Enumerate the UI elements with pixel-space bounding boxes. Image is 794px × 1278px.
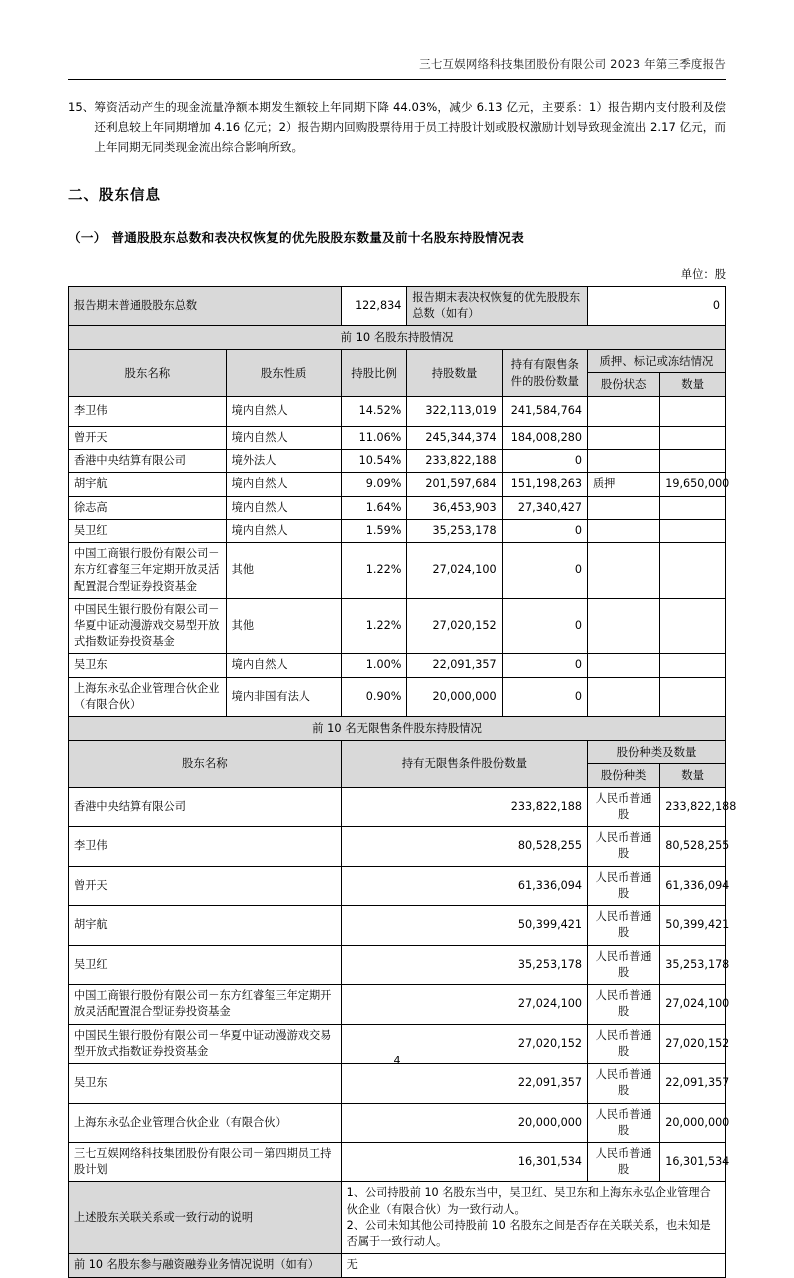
cell-u-amount: 27,020,152	[660, 1024, 726, 1063]
cell-pledge-amount	[660, 496, 726, 519]
running-header: 三七互娱网络科技集团股份有限公司 2023 年第三季度报告	[419, 57, 726, 71]
cell-u-quantity: 233,822,188	[341, 787, 587, 826]
th-shareholder-name: 股东名称	[69, 349, 227, 396]
cell-holding-ratio: 1.00%	[341, 654, 407, 677]
cell-holding-ratio: 9.09%	[341, 473, 407, 496]
cell-share-status	[587, 519, 659, 542]
table-row	[69, 1142, 726, 1181]
cell-u-share-type: 人民币普通股	[587, 906, 659, 945]
cell-holding-quantity: 322,113,019	[407, 396, 502, 426]
table-row	[69, 827, 726, 866]
cell-u-shareholder-name: 胡宇航	[69, 906, 342, 945]
cell-restricted-shares: 151,198,263	[502, 473, 587, 496]
cell-holding-ratio: 10.54%	[341, 450, 407, 473]
table-row	[69, 945, 726, 984]
cell-u-quantity: 22,091,357	[341, 1064, 587, 1103]
summary-row	[69, 286, 726, 325]
cell-u-amount: 27,024,100	[660, 985, 726, 1024]
cell-share-status	[587, 426, 659, 449]
cell-holding-quantity: 35,253,178	[407, 519, 502, 542]
top10-band-row	[69, 326, 726, 350]
cell-share-status	[587, 654, 659, 677]
paragraph-number: 15、	[68, 100, 95, 114]
cell-holding-quantity: 245,344,374	[407, 426, 502, 449]
preferred-holders-label: 报告期末表决权恢复的优先股股东总数（如有）	[407, 286, 588, 325]
table-row	[69, 906, 726, 945]
cell-u-shareholder-name: 曾开天	[69, 866, 342, 905]
preferred-holders-value: 0	[587, 286, 725, 325]
cell-shareholder-name: 吴卫红	[69, 519, 227, 542]
cell-share-status	[587, 450, 659, 473]
cell-share-status	[587, 543, 659, 599]
cell-holding-ratio: 0.90%	[341, 677, 407, 716]
th-holding-quantity: 持股数量	[407, 349, 502, 396]
shareholder-table	[68, 286, 737, 1278]
cell-u-shareholder-name: 三七互娱网络科技集团股份有限公司－第四期员工持股计划	[69, 1142, 342, 1181]
cell-holding-quantity: 20,000,000	[407, 677, 502, 716]
table-row	[69, 396, 726, 426]
cell-u-share-type: 人民币普通股	[587, 1142, 659, 1181]
cell-u-amount: 80,528,255	[660, 827, 726, 866]
th-u-share-type: 股份种类	[587, 764, 659, 788]
cell-holding-ratio: 11.06%	[341, 426, 407, 449]
cell-pledge-amount	[660, 654, 726, 677]
cell-restricted-shares: 0	[502, 543, 587, 599]
table-row	[69, 787, 726, 826]
paragraph-15	[68, 98, 726, 158]
cell-restricted-shares: 0	[502, 677, 587, 716]
cell-shareholder-name: 吴卫东	[69, 654, 227, 677]
cell-pledge-amount	[660, 396, 726, 426]
cell-holding-ratio: 1.64%	[341, 496, 407, 519]
cell-holding-ratio: 14.52%	[341, 396, 407, 426]
th-pledge-amount: 数量	[660, 373, 726, 397]
margin-note-row	[69, 1254, 726, 1277]
table-row	[69, 677, 726, 716]
cell-shareholder-nature: 境内自然人	[226, 654, 341, 677]
header-rule	[68, 79, 726, 80]
cell-holding-quantity: 27,024,100	[407, 543, 502, 599]
cell-holding-quantity: 201,597,684	[407, 473, 502, 496]
cell-u-share-type: 人民币普通股	[587, 1064, 659, 1103]
cell-u-share-type: 人民币普通股	[587, 945, 659, 984]
ordinary-holders-label: 报告期末普通股股东总数	[69, 286, 342, 325]
th-u-shareholder-name: 股东名称	[69, 740, 342, 787]
cell-holding-ratio: 1.59%	[341, 519, 407, 542]
relation-note-value	[341, 1182, 725, 1254]
th-share-status: 股份状态	[587, 373, 659, 397]
cell-holding-quantity: 233,822,188	[407, 450, 502, 473]
cell-u-quantity: 20,000,000	[341, 1103, 587, 1142]
margin-note-value: 无	[341, 1254, 725, 1277]
cell-u-shareholder-name: 吴卫东	[69, 1064, 342, 1103]
cell-u-amount: 233,822,188	[660, 787, 726, 826]
cell-restricted-shares: 0	[502, 519, 587, 542]
cell-pledge-amount	[660, 677, 726, 716]
table-row	[69, 598, 726, 654]
cell-shareholder-nature: 境内自然人	[226, 519, 341, 542]
th-pledge-group: 质押、标记或冻结情况	[587, 349, 725, 373]
table-row	[69, 866, 726, 905]
cell-u-amount: 22,091,357	[660, 1064, 726, 1103]
cell-u-quantity: 16,301,534	[341, 1142, 587, 1181]
cell-pledge-amount	[660, 450, 726, 473]
cell-shareholder-name: 徐志高	[69, 496, 227, 519]
cell-shareholder-name: 中国民生银行股份有限公司－华夏中证动漫游戏交易型开放式指数证券投资基金	[69, 598, 227, 654]
cell-share-status: 质押	[587, 473, 659, 496]
cell-restricted-shares: 27,340,427	[502, 496, 587, 519]
cell-share-status	[587, 598, 659, 654]
cell-shareholder-nature: 其他	[226, 543, 341, 599]
table-row	[69, 654, 726, 677]
relation-note-row	[69, 1182, 726, 1254]
cell-shareholder-name: 香港中央结算有限公司	[69, 450, 227, 473]
cell-shareholder-nature: 境内自然人	[226, 473, 341, 496]
table-row	[69, 985, 726, 1024]
cell-u-share-type: 人民币普通股	[587, 985, 659, 1024]
section-title: 二、股东信息	[68, 187, 161, 204]
cell-u-quantity: 50,399,421	[341, 906, 587, 945]
table-row	[69, 450, 726, 473]
top10-header-row-1	[69, 349, 726, 373]
cell-shareholder-name: 胡宇航	[69, 473, 227, 496]
cell-holding-quantity: 36,453,903	[407, 496, 502, 519]
cell-pledge-amount	[660, 598, 726, 654]
th-u-type-group: 股份种类及数量	[587, 740, 725, 764]
cell-shareholder-name: 上海东永弘企业管理合伙企业（有限合伙）	[69, 677, 227, 716]
cell-u-shareholder-name: 中国民生银行股份有限公司－华夏中证动漫游戏交易型开放式指数证券投资基金	[69, 1024, 342, 1063]
th-u-quantity: 持有无限售条件股份数量	[341, 740, 587, 787]
cell-u-amount: 61,336,094	[660, 866, 726, 905]
cell-u-amount: 20,000,000	[660, 1103, 726, 1142]
cell-holding-quantity: 27,020,152	[407, 598, 502, 654]
cell-holding-ratio: 1.22%	[341, 598, 407, 654]
cell-u-share-type: 人民币普通股	[587, 866, 659, 905]
cell-u-quantity: 35,253,178	[341, 945, 587, 984]
cell-u-amount: 35,253,178	[660, 945, 726, 984]
cell-u-share-type: 人民币普通股	[587, 827, 659, 866]
cell-shareholder-name: 中国工商银行股份有限公司－东方红睿玺三年定期开放灵活配置混合型证券投资基金	[69, 543, 227, 599]
cell-share-status	[587, 496, 659, 519]
cell-shareholder-nature: 境内自然人	[226, 396, 341, 426]
cell-shareholder-nature: 境内自然人	[226, 426, 341, 449]
table-row	[69, 473, 726, 496]
unrestricted-band-row	[69, 717, 726, 741]
th-shareholder-nature: 股东性质	[226, 349, 341, 396]
relation-note-line-2: 2、公司未知其他公司持股前 10 名股东之间是否存在关联关系，也未知是否属于一致行动人。	[346, 1218, 711, 1249]
cell-u-amount: 16,301,534	[660, 1142, 726, 1181]
cell-u-quantity: 27,024,100	[341, 985, 587, 1024]
cell-u-shareholder-name: 吴卫红	[69, 945, 342, 984]
cell-u-shareholder-name: 香港中央结算有限公司	[69, 787, 342, 826]
cell-shareholder-name: 曾开天	[69, 426, 227, 449]
cell-holding-quantity: 22,091,357	[407, 654, 502, 677]
cell-u-quantity: 61,336,094	[341, 866, 587, 905]
cell-u-quantity: 27,020,152	[341, 1024, 587, 1063]
cell-shareholder-nature: 境内非国有法人	[226, 677, 341, 716]
cell-u-shareholder-name: 上海东永弘企业管理合伙企业（有限合伙）	[69, 1103, 342, 1142]
cell-u-share-type: 人民币普通股	[587, 1103, 659, 1142]
relation-note-line-1: 1、公司持股前 10 名股东当中，吴卫红、吴卫东和上海东永弘企业管理合伙企业（有限合伙）为一致行动人。	[346, 1186, 711, 1216]
cell-shareholder-name: 李卫伟	[69, 396, 227, 426]
cell-restricted-shares: 0	[502, 654, 587, 677]
cell-share-status	[587, 677, 659, 716]
unrestricted-band-title: 前 10 名无限售条件股东持股情况	[69, 717, 726, 741]
th-holding-ratio: 持股比例	[341, 349, 407, 396]
table-row	[69, 1064, 726, 1103]
unit-label: 单位：股	[680, 267, 726, 281]
cell-restricted-shares: 241,584,764	[502, 396, 587, 426]
cell-shareholder-nature: 境外法人	[226, 450, 341, 473]
table-row	[69, 496, 726, 519]
cell-pledge-amount	[660, 543, 726, 599]
subsection-title: （一） 普通股股东总数和表决权恢复的优先股股东数量及前十名股东持股情况表	[68, 229, 524, 245]
cell-shareholder-nature: 其他	[226, 598, 341, 654]
cell-restricted-shares: 0	[502, 598, 587, 654]
th-restricted-shares: 持有有限售条件的股份数量	[502, 349, 587, 396]
cell-share-status	[587, 396, 659, 426]
top10-band-title: 前 10 名股东持股情况	[69, 326, 726, 350]
cell-u-amount: 50,399,421	[660, 906, 726, 945]
th-u-amount: 数量	[660, 764, 726, 788]
cell-u-shareholder-name: 中国工商银行股份有限公司－东方红睿玺三年定期开放灵活配置混合型证券投资基金	[69, 985, 342, 1024]
table-row	[69, 426, 726, 449]
cell-restricted-shares: 0	[502, 450, 587, 473]
cell-shareholder-nature: 境内自然人	[226, 496, 341, 519]
cell-pledge-amount: 19,650,000	[660, 473, 726, 496]
paragraph-text: 筹资活动产生的现金流量净额本期发生额较上年同期下降 44.03%，减少 6.13 亿元，主要系：1）报告期内支付股利及偿还利息较上年同期增加 4.16 亿元；2）报告期内回购股票待用于员工持股计划或股权激励计划导致现金流出 2.17 亿元，而上年同期无同类现金流出综合影响所致。	[94, 100, 726, 154]
margin-note-label: 前 10 名股东参与融资融券业务情况说明（如有）	[69, 1254, 342, 1277]
ordinary-holders-value: 122,834	[341, 286, 407, 325]
cell-u-share-type: 人民币普通股	[587, 787, 659, 826]
page-number: 4	[393, 1054, 401, 1067]
cell-pledge-amount	[660, 426, 726, 449]
cell-u-shareholder-name: 李卫伟	[69, 827, 342, 866]
table-row	[69, 519, 726, 542]
relation-note-label: 上述股东关联关系或一致行动的说明	[69, 1182, 342, 1254]
cell-u-share-type: 人民币普通股	[587, 1024, 659, 1063]
cell-u-quantity: 80,528,255	[341, 827, 587, 866]
cell-holding-ratio: 1.22%	[341, 543, 407, 599]
unrestricted-header-row-1	[69, 740, 726, 764]
cell-restricted-shares: 184,008,280	[502, 426, 587, 449]
table-row	[69, 543, 726, 599]
cell-pledge-amount	[660, 519, 726, 542]
